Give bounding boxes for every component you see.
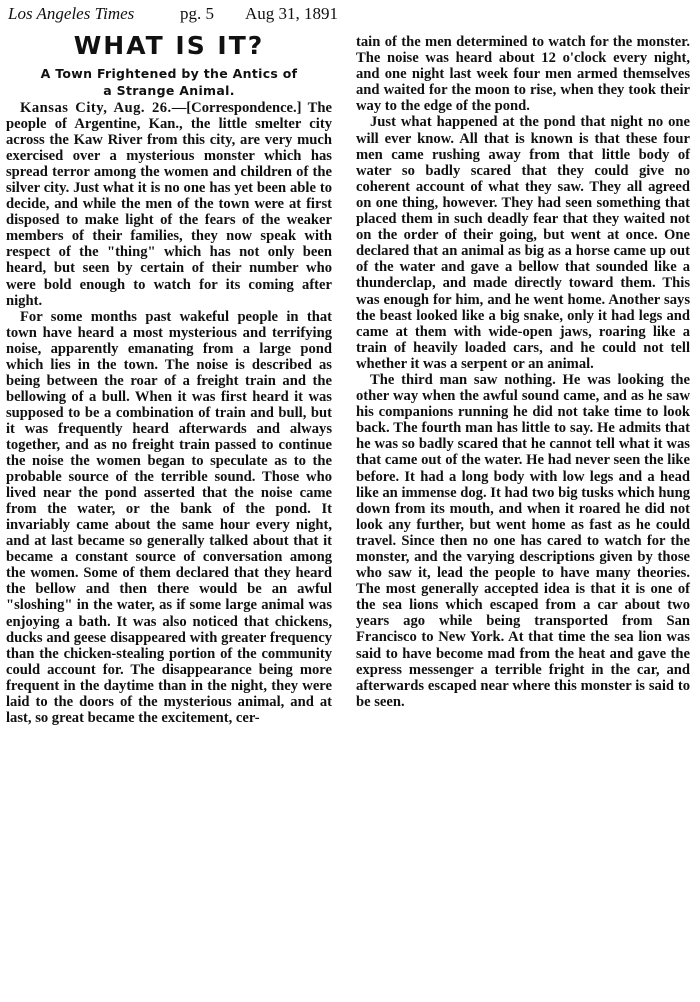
- article-paragraph-continued: tain of the men determined to watch for the monster. The noise was heard about 12 o'clock every night, and one night last week four men armed themselves and waited for the moon to rise, when they took their way to the edge of the pond.: [356, 34, 690, 115]
- article-subheadline-line2: a Strange Animal.: [103, 83, 235, 98]
- article-paragraph-text: —[Correspondence.] The people of Argentine, Kan., the little smelter city across the Kaw River from this city, are very much exercised over a mysterious monster which has spread terror among the women and children of the silver city. Just what it is no one has yet been able to decide, and while the men of the town were at first disposed to make light of the fears of the weaker members of their families, they now speak with respect of the "thing" which has not only been heard, but seen by certain of their number who were bold enough to watch for its coming after night.: [6, 100, 332, 309]
- left-column: [6, 30, 332, 726]
- article-dateline: Kansas City, Aug. 26.: [20, 100, 172, 116]
- right-column: [356, 34, 690, 710]
- article-paragraph: The third man saw nothing. He was looking the other way when the awful sound came, and as he saw his companions running he did not take time to look back. The fourth man has little to say. He admits that he was so badly scared that he cannot tell what it was that came out of the water. He had never seen the like before. It had a long body with low legs and a head like an immense dog. It had two big tusks which hung down from its mouth, and when it roared he did not look any further, but went home as fast as he could travel. Since then no one has cared to watch for the monster, and the varying descriptions given by those who saw it, lead the people to have many theories. The most generally accepted idea is that it is one of the sea lions which escaped from a car about two years ago while being transported from San Francisco to New York. At that time the sea lion was said to have become mad from the heat and gave the express messenger a terrible fright in the car, and afterwards escaped near where this monster is said to be seen.: [356, 371, 690, 710]
- clipping-header: [8, 4, 339, 26]
- article-subheadline-line1: A Town Frightened by the Antics of: [40, 66, 298, 81]
- right-column-body: [356, 34, 690, 710]
- newspaper-name: Los Angeles Times: [8, 4, 135, 23]
- article-headline: WHAT IS IT?: [73, 31, 265, 60]
- page-number: pg. 5: [180, 4, 214, 23]
- article-paragraph: Just what happened at the pond that night no one will ever know. All that is known is that these four men came rushing away from that little body of water so badly scared that they could give no coherent account of what they saw. They all agreed on one thing, however. They had seen something that placed them in such deadly fear that they waited not on the order of their going, but went at once. One declared that an animal as big as a horse came up out of the water and gave a bellow that sounded like a thunderclap, and made directly toward them. This was enough for him, and he went home. Another says the beast looked like a big snake, only it had legs and came at them with wide-open jaws, roaring like a train of heavily loaded cars, and he could not tell whether it was a serpent or an animal.: [356, 114, 690, 372]
- article-paragraph: For some months past wakeful people in that town have heard a most mysterious and terrifying noise, apparently emanating from a large pond which lies in the town. The noise is described as being between the roar of a freight train and the bellowing of a bull. When it was first heard it was supposed to be a combination of train and bull, but it was frequently heard afterwards and always together, and as no freight train passed to continue the noise the women began to speculate as to the probable source of the terrible sound. Those who lived near the pond asserted that the noise came from the water, or the bank of the pond. It invariably came about the same hour every night, and at last became so generally talked about that it became a constant source of conversation among the women. Some of them declared that they heard the bellow and then there would be an awful "sloshing" in the water, as if some large animal was enjoying a bath. It was also noticed that chickens, ducks and geese disappeared with greater frequency than the chicken-stealing portion of the community could account for. The disappearance being more frequent in the daytime than in the night, they were laid to the doors of the mysterious animal, and at last, so great became the excitement, cer-: [6, 308, 332, 726]
- publication-date: Aug 31, 1891: [245, 4, 339, 23]
- article-paragraph: [6, 100, 332, 309]
- left-column-body: [6, 100, 332, 726]
